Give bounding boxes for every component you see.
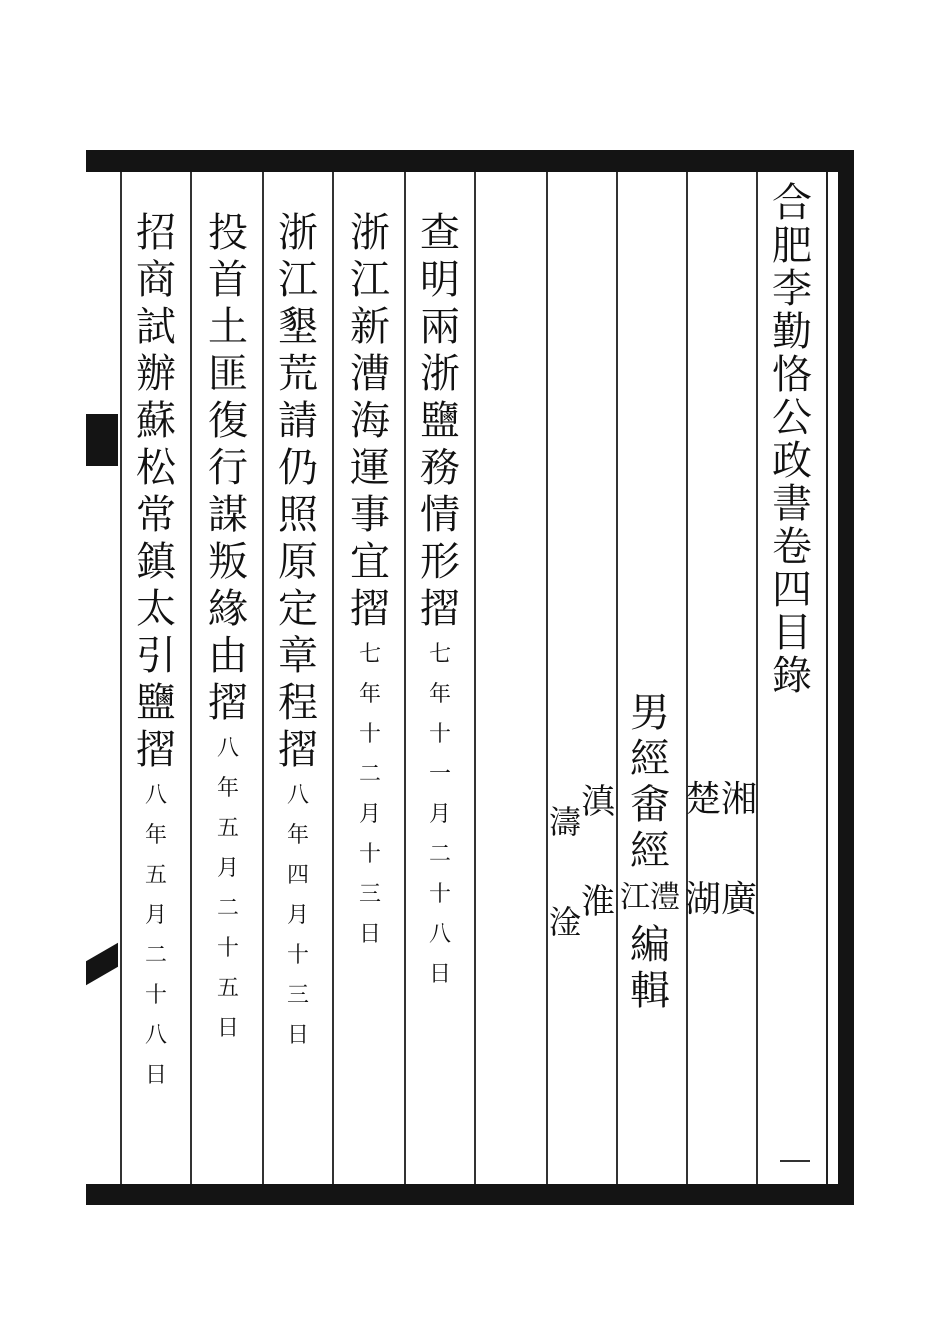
glyph: 情: [420, 492, 460, 538]
glyph: 李: [772, 266, 812, 312]
glyph: 年: [428, 682, 451, 707]
glyph: 二: [358, 762, 381, 787]
glyph: 畬: [630, 782, 670, 828]
glyph: 兩: [420, 304, 460, 350]
compiler-glyph: 濤: [548, 803, 581, 841]
footer-dash: [780, 1160, 810, 1162]
glyph: 蘇: [136, 398, 176, 444]
glyph: 仍: [278, 445, 318, 491]
toc-entry: [126, 210, 186, 1096]
glyph: 八: [286, 783, 309, 808]
glyph: 月: [428, 802, 451, 827]
compiler-names: [620, 690, 680, 1014]
glyph: 定: [278, 586, 318, 632]
glyph: 常: [136, 492, 176, 538]
glyph: 運: [350, 445, 390, 491]
glyph: 男: [630, 690, 670, 736]
glyph: 務: [420, 445, 460, 491]
glyph: 年: [216, 776, 239, 801]
frame-inner-rule: [826, 172, 828, 1184]
column-rule: [616, 172, 618, 1184]
compiler-role: [630, 922, 670, 1014]
glyph: 日: [428, 962, 451, 987]
glyph: 十: [286, 943, 309, 968]
glyph: 年: [286, 823, 309, 848]
compiler-line-1: [685, 778, 757, 978]
glyph: 緣: [208, 586, 248, 632]
entry-date: [359, 635, 381, 955]
glyph: 首: [208, 257, 248, 303]
column-rule: [474, 172, 476, 1184]
glyph: 目: [772, 610, 812, 656]
glyph: 月: [216, 856, 239, 881]
glyph: 浙: [278, 210, 318, 256]
glyph: 經: [630, 736, 670, 782]
glyph: 二: [144, 943, 167, 968]
glyph: 八: [216, 736, 239, 761]
compiler-place-top: [686, 778, 756, 978]
compiler-glyph: 淮: [581, 882, 615, 922]
glyph: 浙: [420, 351, 460, 397]
glyph: 三: [358, 882, 381, 907]
compiler-glyph: 湘: [721, 779, 758, 820]
glyph: 形: [420, 539, 460, 585]
glyph: 松: [136, 445, 176, 491]
toc-entry: [268, 210, 328, 1056]
glyph: 肥: [772, 223, 812, 269]
entry-title: [420, 210, 460, 633]
glyph: 月: [358, 802, 381, 827]
glyph: 行: [208, 445, 248, 491]
toc-entry: [410, 210, 470, 995]
glyph: 七: [428, 642, 451, 667]
entry-date: [145, 776, 167, 1096]
glyph: 請: [278, 398, 318, 444]
compiler-glyph: 江: [620, 880, 650, 915]
glyph: 宜: [350, 539, 390, 585]
glyph: 日: [216, 1016, 239, 1041]
glyph: 書: [772, 481, 812, 527]
glyph: 二: [216, 896, 239, 921]
glyph: 十: [358, 722, 381, 747]
glyph: 日: [358, 922, 381, 947]
glyph: 試: [136, 304, 176, 350]
glyph: 五: [144, 863, 167, 888]
glyph: 海: [350, 398, 390, 444]
glyph: 五: [216, 976, 239, 1001]
glyph: 卷: [772, 524, 812, 570]
glyph: 江: [278, 257, 318, 303]
glyph: 摺: [208, 680, 248, 726]
glyph: 二: [428, 842, 451, 867]
column-rule: [546, 172, 548, 1184]
glyph: 復: [208, 398, 248, 444]
glyph: 引: [136, 633, 176, 679]
column-rule: [756, 172, 758, 1184]
glyph: 年: [358, 682, 381, 707]
glyph: 公: [772, 395, 812, 441]
column-rule: [262, 172, 264, 1184]
glyph: 四: [772, 567, 812, 613]
glyph: 土: [208, 304, 248, 350]
fishtail-mark-lower: [86, 943, 118, 985]
entry-title: [208, 210, 248, 727]
glyph: 勤: [772, 309, 812, 355]
glyph: 商: [136, 257, 176, 303]
entry-date: [217, 729, 239, 1049]
glyph: 章: [278, 633, 318, 679]
frame-top-border: [86, 150, 854, 172]
compiler-glyph: 楚: [684, 779, 721, 820]
glyph: 投: [208, 210, 248, 256]
column-rule: [190, 172, 192, 1184]
page-title: [762, 182, 822, 698]
compiler-name-glyphs: [630, 690, 670, 874]
glyph: 謀: [208, 492, 248, 538]
glyph: 招: [136, 210, 176, 256]
compiler-line-3: [549, 780, 615, 1000]
glyph: 政: [772, 438, 812, 484]
glyph: 匪: [208, 351, 248, 397]
glyph: 漕: [350, 351, 390, 397]
glyph: 摺: [136, 727, 176, 773]
glyph: 四: [286, 863, 309, 888]
compiler-glyph: 湖: [684, 879, 721, 920]
glyph: 年: [144, 823, 167, 848]
glyph: 照: [278, 492, 318, 538]
glyph: 摺: [350, 586, 390, 632]
glyph: 十: [216, 936, 239, 961]
glyph: 新: [350, 304, 390, 350]
column-rule: [404, 172, 406, 1184]
glyph: 經: [630, 828, 670, 874]
compiler-place-bottom: [548, 780, 616, 1000]
glyph: 摺: [278, 727, 318, 773]
glyph: 三: [286, 983, 309, 1008]
glyph: 十: [144, 983, 167, 1008]
glyph: 摺: [420, 586, 460, 632]
toc-entry: [340, 210, 400, 955]
fishtail-mark-upper: [86, 414, 118, 466]
column-rule: [332, 172, 334, 1184]
glyph: 原: [278, 539, 318, 585]
title-glyphs: [772, 182, 812, 698]
glyph: 荒: [278, 351, 318, 397]
glyph: 明: [420, 257, 460, 303]
compiler-place-inline: [620, 874, 680, 922]
compiler-glyph: 滇: [581, 782, 615, 822]
frame-right-border: [838, 150, 854, 1205]
glyph: 八: [144, 1023, 167, 1048]
entry-title: [136, 210, 176, 774]
glyph: 輯: [630, 968, 670, 1014]
entry-title: [278, 210, 318, 774]
glyph: 叛: [208, 539, 248, 585]
glyph: 鹽: [136, 680, 176, 726]
frame-bottom-border: [86, 1184, 854, 1205]
glyph: 月: [286, 903, 309, 928]
glyph: 墾: [278, 304, 318, 350]
glyph: 月: [144, 903, 167, 928]
glyph: 江: [350, 257, 390, 303]
glyph: 事: [350, 492, 390, 538]
column-rule: [120, 172, 122, 1184]
entry-date: [429, 635, 451, 995]
glyph: 鎮: [136, 539, 176, 585]
compiler-glyph: 淦: [548, 903, 581, 941]
glyph: 辦: [136, 351, 176, 397]
glyph: 查: [420, 210, 460, 256]
glyph: 由: [208, 633, 248, 679]
compiler-glyph: 廣: [721, 879, 758, 920]
glyph: 五: [216, 816, 239, 841]
glyph: 恪: [772, 352, 812, 398]
glyph: 浙: [350, 210, 390, 256]
glyph: 編: [630, 922, 670, 968]
glyph: 日: [144, 1063, 167, 1088]
toc-entry: [198, 210, 258, 1049]
glyph: 十: [358, 842, 381, 867]
entry-title: [350, 210, 390, 633]
column-rule: [686, 172, 688, 1184]
glyph: 十: [428, 722, 451, 747]
glyph: 十: [428, 882, 451, 907]
glyph: 太: [136, 586, 176, 632]
glyph: 程: [278, 680, 318, 726]
glyph: 八: [428, 922, 451, 947]
glyph: 日: [286, 1023, 309, 1048]
glyph: 錄: [772, 653, 812, 699]
compiler-glyph: 澧: [650, 880, 680, 915]
glyph: 一: [428, 762, 451, 787]
glyph: 合: [772, 180, 812, 226]
glyph: 鹽: [420, 398, 460, 444]
glyph: 七: [358, 642, 381, 667]
glyph: 八: [144, 783, 167, 808]
entry-date: [287, 776, 309, 1056]
